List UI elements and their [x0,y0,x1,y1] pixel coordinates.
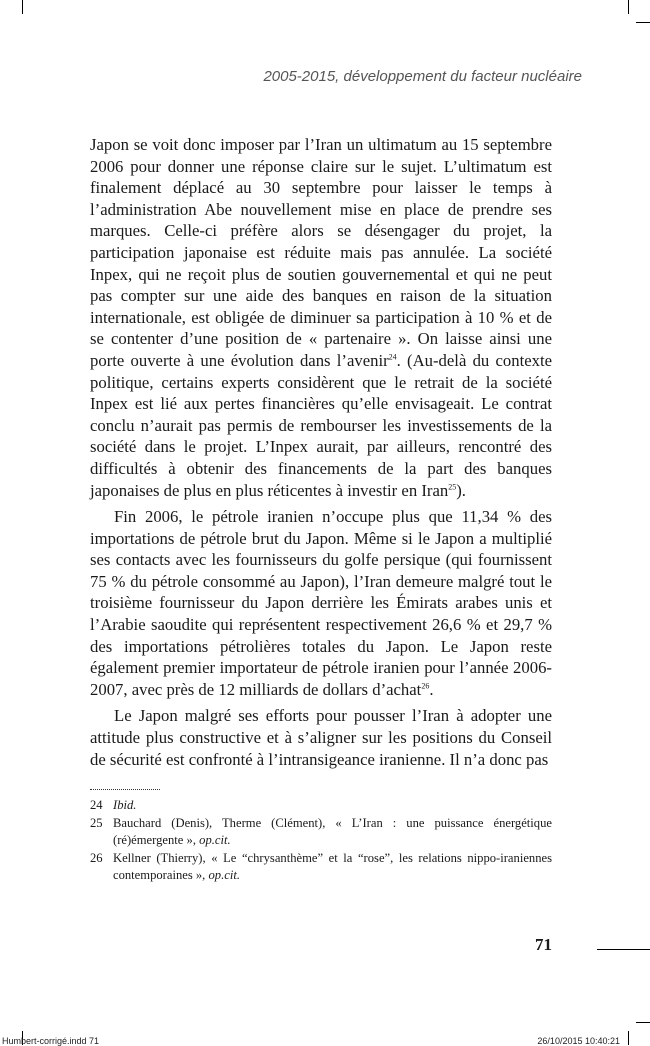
crop-mark-bottom-right [628,1031,629,1045]
paragraph-1-part-1: Japon se voit donc imposer par l’Iran un ultimatum au 15 septembre 2006 pour donner une réponse claire sur le sujet. L’ultimatum est finalement déplacé au 30 septembre pour laisser le temps à l’administration Abe nouvellement mise en place de prendre ses marques. Celle-ci préfère alors se désengager du projet, la participation japonaise est réduite mais pas annulée. La société Inpex, qui ne reçoit plus de soutien gouvernemental et qui ne peut pas compter sur une aide des banques en raison de la situation internationale, est obligée de diminuer sa participation à 10 % et de se contenter d’une position de « partenaire ». On laisse ainsi une porte ouverte à une évolution dans l’avenir [90,135,552,370]
paragraph-3 [90,705,552,770]
footnote-ref-24[interactable]: 24 [388,352,397,362]
footnote-text [113,850,552,884]
footnotes [90,797,552,885]
footnote-number: 26 [90,851,103,865]
main-text [90,134,552,775]
paragraph-2 [90,506,552,700]
running-head: 2005-2015, développement du facteur nucléaire [263,68,582,85]
footnote-number: 24 [90,798,103,812]
footnote-citation: Ibid. [113,798,137,812]
paragraph-3-part-1: Le Japon malgré ses efforts pour pousser l’Iran à adopter une attitude plus constructive et à s’aligner sur les positions du Conseil de sécurité est confronté à l’intransigeance iranienne. Il n’a donc pas [90,706,552,769]
crop-mark-top-left [22,0,23,14]
slug-filename: Humbert-corrigé.indd 71 [2,1036,100,1046]
footnote-number: 25 [90,816,103,830]
paragraph-2-part-2: . [429,679,434,699]
page-number: 71 [535,935,552,954]
paragraph-1-part-2: . (Au-delà du contexte politique, certains experts considèrent que le retrait de la société Inpex est lié aux pertes financières qu’elle envisageait. Le contrat conclu n’aurait pas permis de rembourser les investissements de la société dans le projet. L’Inpex aurait, par ailleurs, rencontré des difficultés à obtenir des financements de la part des banques japonaises de plus en plus réticentes à investir en Iran [90,350,552,500]
paragraph-1 [90,134,552,501]
page-number-rule [597,949,650,950]
footnote-text [113,797,552,814]
footnote-citation: op.cit. [208,868,240,882]
footnote-25 [90,815,552,849]
footnote-body: Kellner (Thierry), « Le “chrysanthème” et la “rose”, les relations nippo-iraniennes contemporaines », [113,851,552,882]
paragraph-2-part-1: Fin 2006, le pétrole iranien n’occupe plus que 11,34 % des importations de pétrole brut du Japon. Même si le Japon a multiplié ses contacts avec les fournisseurs du golfe persique (qui fournissent 75 % du pétrole consommé au Japon), l’Iran demeure malgré tout le troisième fournisseur du Japon derrière les Émirats arabes unis et l’Arabie saoudite qui représentent respectivement 26,6 % et 29,7 % des importations pétrolières totales du Japon. Le Japon reste également premier importateur de pétrole iranien pour l’année 2006-2007, avec près de 12 milliards de dollars d’achat [90,507,552,699]
slug-datetime: 26/10/2015 10:40:21 [537,1036,620,1046]
crop-mark-right-upper [636,22,650,23]
crop-mark-right-lower [636,1022,650,1023]
footnote-citation: op.cit. [199,833,231,847]
footnote-26 [90,850,552,884]
footnote-ref-26[interactable]: 26 [421,681,430,691]
footnote-separator [90,789,160,790]
paragraph-1-part-3: ). [456,480,466,500]
footnote-body: Bauchard (Denis), Therme (Clément), « L’Iran : une puissance énergétique (ré)émergente », [113,816,552,847]
footnote-24 [90,797,552,814]
footnote-ref-25[interactable]: 25 [448,481,457,491]
crop-mark-top-right [628,0,629,14]
footnote-text [113,815,552,849]
